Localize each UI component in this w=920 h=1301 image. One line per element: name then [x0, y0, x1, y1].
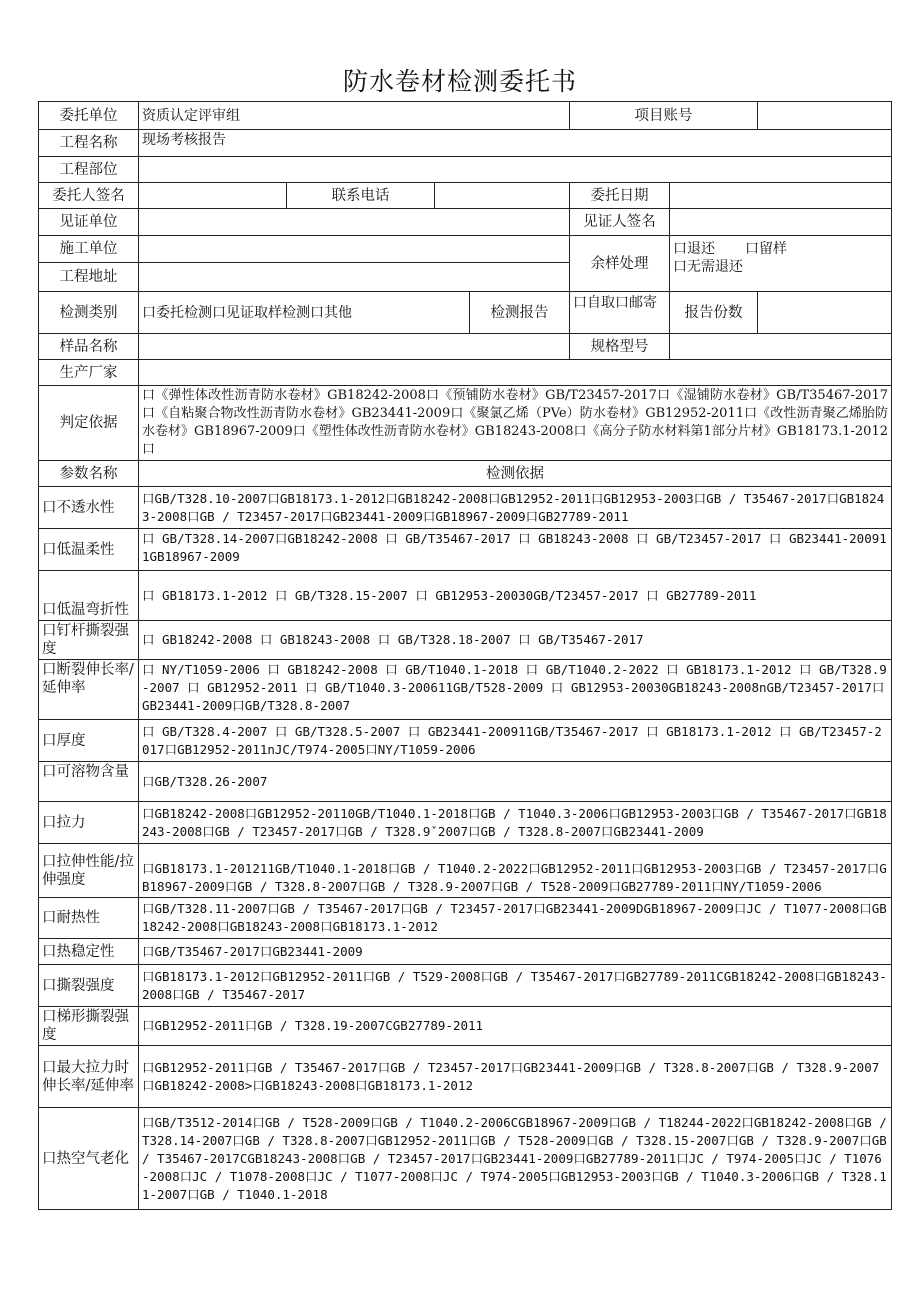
- param-row: [39, 762, 892, 802]
- param-basis-thermal-stability[interactable]: 口GB/T35467-2017口GB23441-2009: [139, 939, 892, 965]
- construction-unit-label: 施工单位: [39, 236, 139, 263]
- sample-disposal-label: 余样处理: [570, 236, 670, 292]
- contact-phone-field[interactable]: [435, 183, 570, 209]
- param-row: [39, 965, 892, 1007]
- param-row: [39, 1007, 892, 1046]
- param-name-nail-tear[interactable]: 口钉杆撕裂强度: [39, 621, 139, 660]
- param-row: [39, 1046, 892, 1108]
- row-client-sign: [39, 183, 892, 209]
- project-address-label: 工程地址: [39, 263, 139, 292]
- param-basis-elongation-break[interactable]: 口 NY/T1059-2006 口 GB18242-2008 口 GB/T1040.1-2018 口 GB/T1040.2-2022 口 GB18173.1-2012 口 GB/T328.9-2007 口 GB12952-2011 口 GB/T1040.3-200611GB/T528-2009 口 GB12953-20030GB18243-2008nGB/T23457-2017口GB23441-2009口GB/T328.8-2007: [139, 660, 892, 720]
- spec-model-field[interactable]: [670, 334, 892, 360]
- report-copies-label: 报告份数: [670, 292, 758, 334]
- param-name-low-temp-bending[interactable]: 口低温弯折性: [39, 571, 139, 621]
- param-row: [39, 720, 892, 762]
- param-basis-low-temp-flexibility[interactable]: 口 GB/T328.14-2007口GB18242-2008 口 GB/T35467-2017 口 GB18243-2008 口 GB/T23457-2017 口 GB23441-200911GB18967-2009: [139, 529, 892, 571]
- client-unit-field[interactable]: 资质认定评审组: [139, 102, 570, 130]
- row-test-type: [39, 292, 892, 334]
- client-sign-label: 委托人签名: [39, 183, 139, 209]
- param-basis-heat-resistance[interactable]: 口GB/T328.11-2007口GB / T35467-2017口GB / T23457-2017口GB23441-2009DGB18967-2009口JC / T1077-2008口GB18242-2008口GB18243-2008口GB18173.1-2012: [139, 898, 892, 939]
- param-basis-tensile-strength[interactable]: 口GB18173.1-201211GB/T1040.1-2018口GB / T1040.2-2022口GB12952-2011口GB12953-2003口GB / T23457-2017口GB18967-2009口GB / T328.8-2007口GB / T328.9-2007口GB / T528-2009口GB27789-2011口NY/T1059-2006: [139, 844, 892, 898]
- param-name-tear-strength[interactable]: 口撕裂强度: [39, 965, 139, 1007]
- param-row: [39, 898, 892, 939]
- project-account-label: 项目账号: [570, 102, 758, 130]
- test-type-options[interactable]: 口委托检测口见证取样检测口其他: [139, 292, 470, 334]
- param-name-impermeability[interactable]: 口不透水性: [39, 487, 139, 529]
- project-dept-field[interactable]: [139, 157, 892, 183]
- row-client-unit: [39, 102, 892, 130]
- entrust-date-label: 委托日期: [570, 183, 670, 209]
- param-row: [39, 802, 892, 844]
- param-name-max-force-elongation[interactable]: 口最大拉力时伸长率/延伸率: [39, 1046, 139, 1108]
- commission-form-table: [38, 101, 892, 1210]
- param-name-elongation-break[interactable]: 口断裂伸长率/延伸率: [39, 660, 139, 720]
- param-basis-impermeability[interactable]: 口GB/T328.10-2007口GB18173.1-2012口GB18242-2008口GB12952-2011口GB12953-2003口GB / T35467-2017口GB18243-2008口GB / T23457-2017口GB23441-2009口GB18967-2009口GB27789-2011: [139, 487, 892, 529]
- client-sign-field[interactable]: [139, 183, 287, 209]
- row-project-name: [39, 130, 892, 157]
- param-name-soluble-content[interactable]: 口可溶物含量: [39, 762, 139, 802]
- param-basis-max-force-elongation[interactable]: 口GB12952-2011口GB / T35467-2017口GB / T23457-2017口GB23441-2009口GB / T328.8-2007口GB / T328.9-2007口GB18242-2008>口GB18243-2008口GB18173.1-2012: [139, 1046, 892, 1108]
- param-name-trapezoid-tear[interactable]: 口梯形撕裂强度: [39, 1007, 139, 1046]
- sample-no-return-checkbox[interactable]: 口无需退还: [673, 259, 743, 275]
- param-basis-low-temp-bending[interactable]: 口 GB18173.1-2012 口 GB/T328.15-2007 口 GB12953-20030GB/T23457-2017 口 GB27789-2011: [139, 571, 892, 621]
- param-name-tensile-strength[interactable]: 口拉伸性能/拉伸强度: [39, 844, 139, 898]
- param-name-thickness[interactable]: 口厚度: [39, 720, 139, 762]
- project-dept-label: 工程部位: [39, 157, 139, 183]
- param-basis-hot-air-aging[interactable]: 口GB/T3512-2014口GB / T528-2009口GB / T1040.2-2006CGB18967-2009口GB / T18244-2022口GB18242-2008口GB / T328.14-2007口GB / T328.8-2007口GB12952-2011口GB / T528-2009口GB / T328.15-2007口GB / T328.9-2007口GB / T35467-2017CGB18243-2008口GB / T23457-2017口GB23441-2009口GB27789-2011口JC / T974-2005口JC / T1076-2008口JC / T1078-2008口JC / T1077-2008口JC / T974-2005口GB12953-2003口GB / T1040.3-2006口GB / T328.11-2007口GB / T1040.1-2018: [139, 1108, 892, 1210]
- param-row: [39, 1108, 892, 1210]
- row-project-dept: [39, 157, 892, 183]
- witness-sign-field[interactable]: [670, 209, 892, 236]
- param-name-hot-air-aging[interactable]: 口热空气老化: [39, 1108, 139, 1210]
- sample-name-field[interactable]: [139, 334, 570, 360]
- sample-name-label: 样品名称: [39, 334, 139, 360]
- param-basis-tear-strength[interactable]: 口GB18173.1-2012口GB12952-2011口GB / T529-2008口GB / T35467-2017口GB27789-2011CGB18242-2008口GB18243-2008口GB / T35467-2017: [139, 965, 892, 1007]
- param-name-thermal-stability[interactable]: 口热稳定性: [39, 939, 139, 965]
- contact-phone-label: 联系电话: [287, 183, 435, 209]
- param-basis-soluble-content[interactable]: 口GB/T328.26-2007: [139, 762, 892, 802]
- sample-keep-checkbox[interactable]: 口留样: [745, 241, 787, 257]
- row-witness-unit: [39, 209, 892, 236]
- row-construction-unit: [39, 236, 892, 263]
- param-basis-tensile-force[interactable]: 口GB18242-2008口GB12952-20110GB/T1040.1-2018口GB / T1040.3-2006口GB12953-2003口GB / T35467-2017口GB18243-2008口GB / T23457-2017口GB / T328.9ˇ2007口GB / T328.8-2007口GB23441-2009: [139, 802, 892, 844]
- spec-model-label: 规格型号: [570, 334, 670, 360]
- param-basis-trapezoid-tear[interactable]: 口GB12952-2011口GB / T328.19-2007CGB27789-2011: [139, 1007, 892, 1046]
- sample-disposal-options: [670, 236, 892, 292]
- param-row: [39, 621, 892, 660]
- page-title: 防水卷材检测委托书: [342, 67, 577, 96]
- row-param-header: [39, 461, 892, 487]
- project-name-field[interactable]: 现场考核报告: [139, 130, 892, 157]
- judgement-standards[interactable]: 口《弹性体改性沥青防水卷材》GB18242-2008口《预铺防水卷材》GB/T23457-2017口《湿铺防水卷材》GB/T35467-2017口《自粘聚合物改性沥青防水卷材》GB23441-2009口《聚氯乙烯（PVe）防水卷材》GB12952-2011口《改性沥青聚乙烯胎防水卷材》GB18967-2009口《塑性体改性沥青防水卷材》GB18243-2008口《高分子防水材料第1部分片材》GB18173.1-2012口: [139, 386, 892, 461]
- project-address-field[interactable]: [139, 263, 570, 292]
- construction-unit-field[interactable]: [139, 236, 570, 263]
- test-type-label: 检测类别: [39, 292, 139, 334]
- entrust-date-field[interactable]: [670, 183, 892, 209]
- param-basis-nail-tear[interactable]: 口 GB18242-2008 口 GB18243-2008 口 GB/T328.18-2007 口 GB/T35467-2017: [139, 621, 892, 660]
- param-row: [39, 844, 892, 898]
- row-manufacturer: [39, 360, 892, 386]
- judgement-label: 判定依据: [39, 386, 139, 461]
- param-row: [39, 571, 892, 621]
- row-sample-name: [39, 334, 892, 360]
- param-row: [39, 660, 892, 720]
- manufacturer-label: 生产厂家: [39, 360, 139, 386]
- param-row: [39, 939, 892, 965]
- row-judgement: [39, 386, 892, 461]
- manufacturer-field[interactable]: [139, 360, 892, 386]
- param-row: [39, 487, 892, 529]
- param-basis-thickness[interactable]: 口 GB/T328.4-2007 口 GB/T328.5-2007 口 GB23441-200911GB/T35467-2017 口 GB18173.1-2012 口 GB/T23457-2017口GB12952-2011nJC/T974-2005口NY/T1059-2006: [139, 720, 892, 762]
- test-report-options[interactable]: 口自取口邮寄: [570, 292, 670, 334]
- param-name-tensile-force[interactable]: 口拉力: [39, 802, 139, 844]
- param-name-low-temp-flexibility[interactable]: 口低温柔性: [39, 529, 139, 571]
- param-row: [39, 529, 892, 571]
- param-name-heat-resistance[interactable]: 口耐热性: [39, 898, 139, 939]
- witness-sign-label: 见证人签名: [570, 209, 670, 236]
- report-copies-field[interactable]: [758, 292, 892, 334]
- test-report-label: 检测报告: [470, 292, 570, 334]
- project-name-label: 工程名称: [39, 130, 139, 157]
- test-basis-header: 检测依据: [139, 461, 892, 487]
- project-account-field[interactable]: [758, 102, 892, 130]
- param-name-header: 参数名称: [39, 461, 139, 487]
- witness-unit-field[interactable]: [139, 209, 570, 236]
- sample-return-checkbox[interactable]: 口退还: [673, 241, 715, 257]
- witness-unit-label: 见证单位: [39, 209, 139, 236]
- client-unit-label: 委托单位: [39, 102, 139, 130]
